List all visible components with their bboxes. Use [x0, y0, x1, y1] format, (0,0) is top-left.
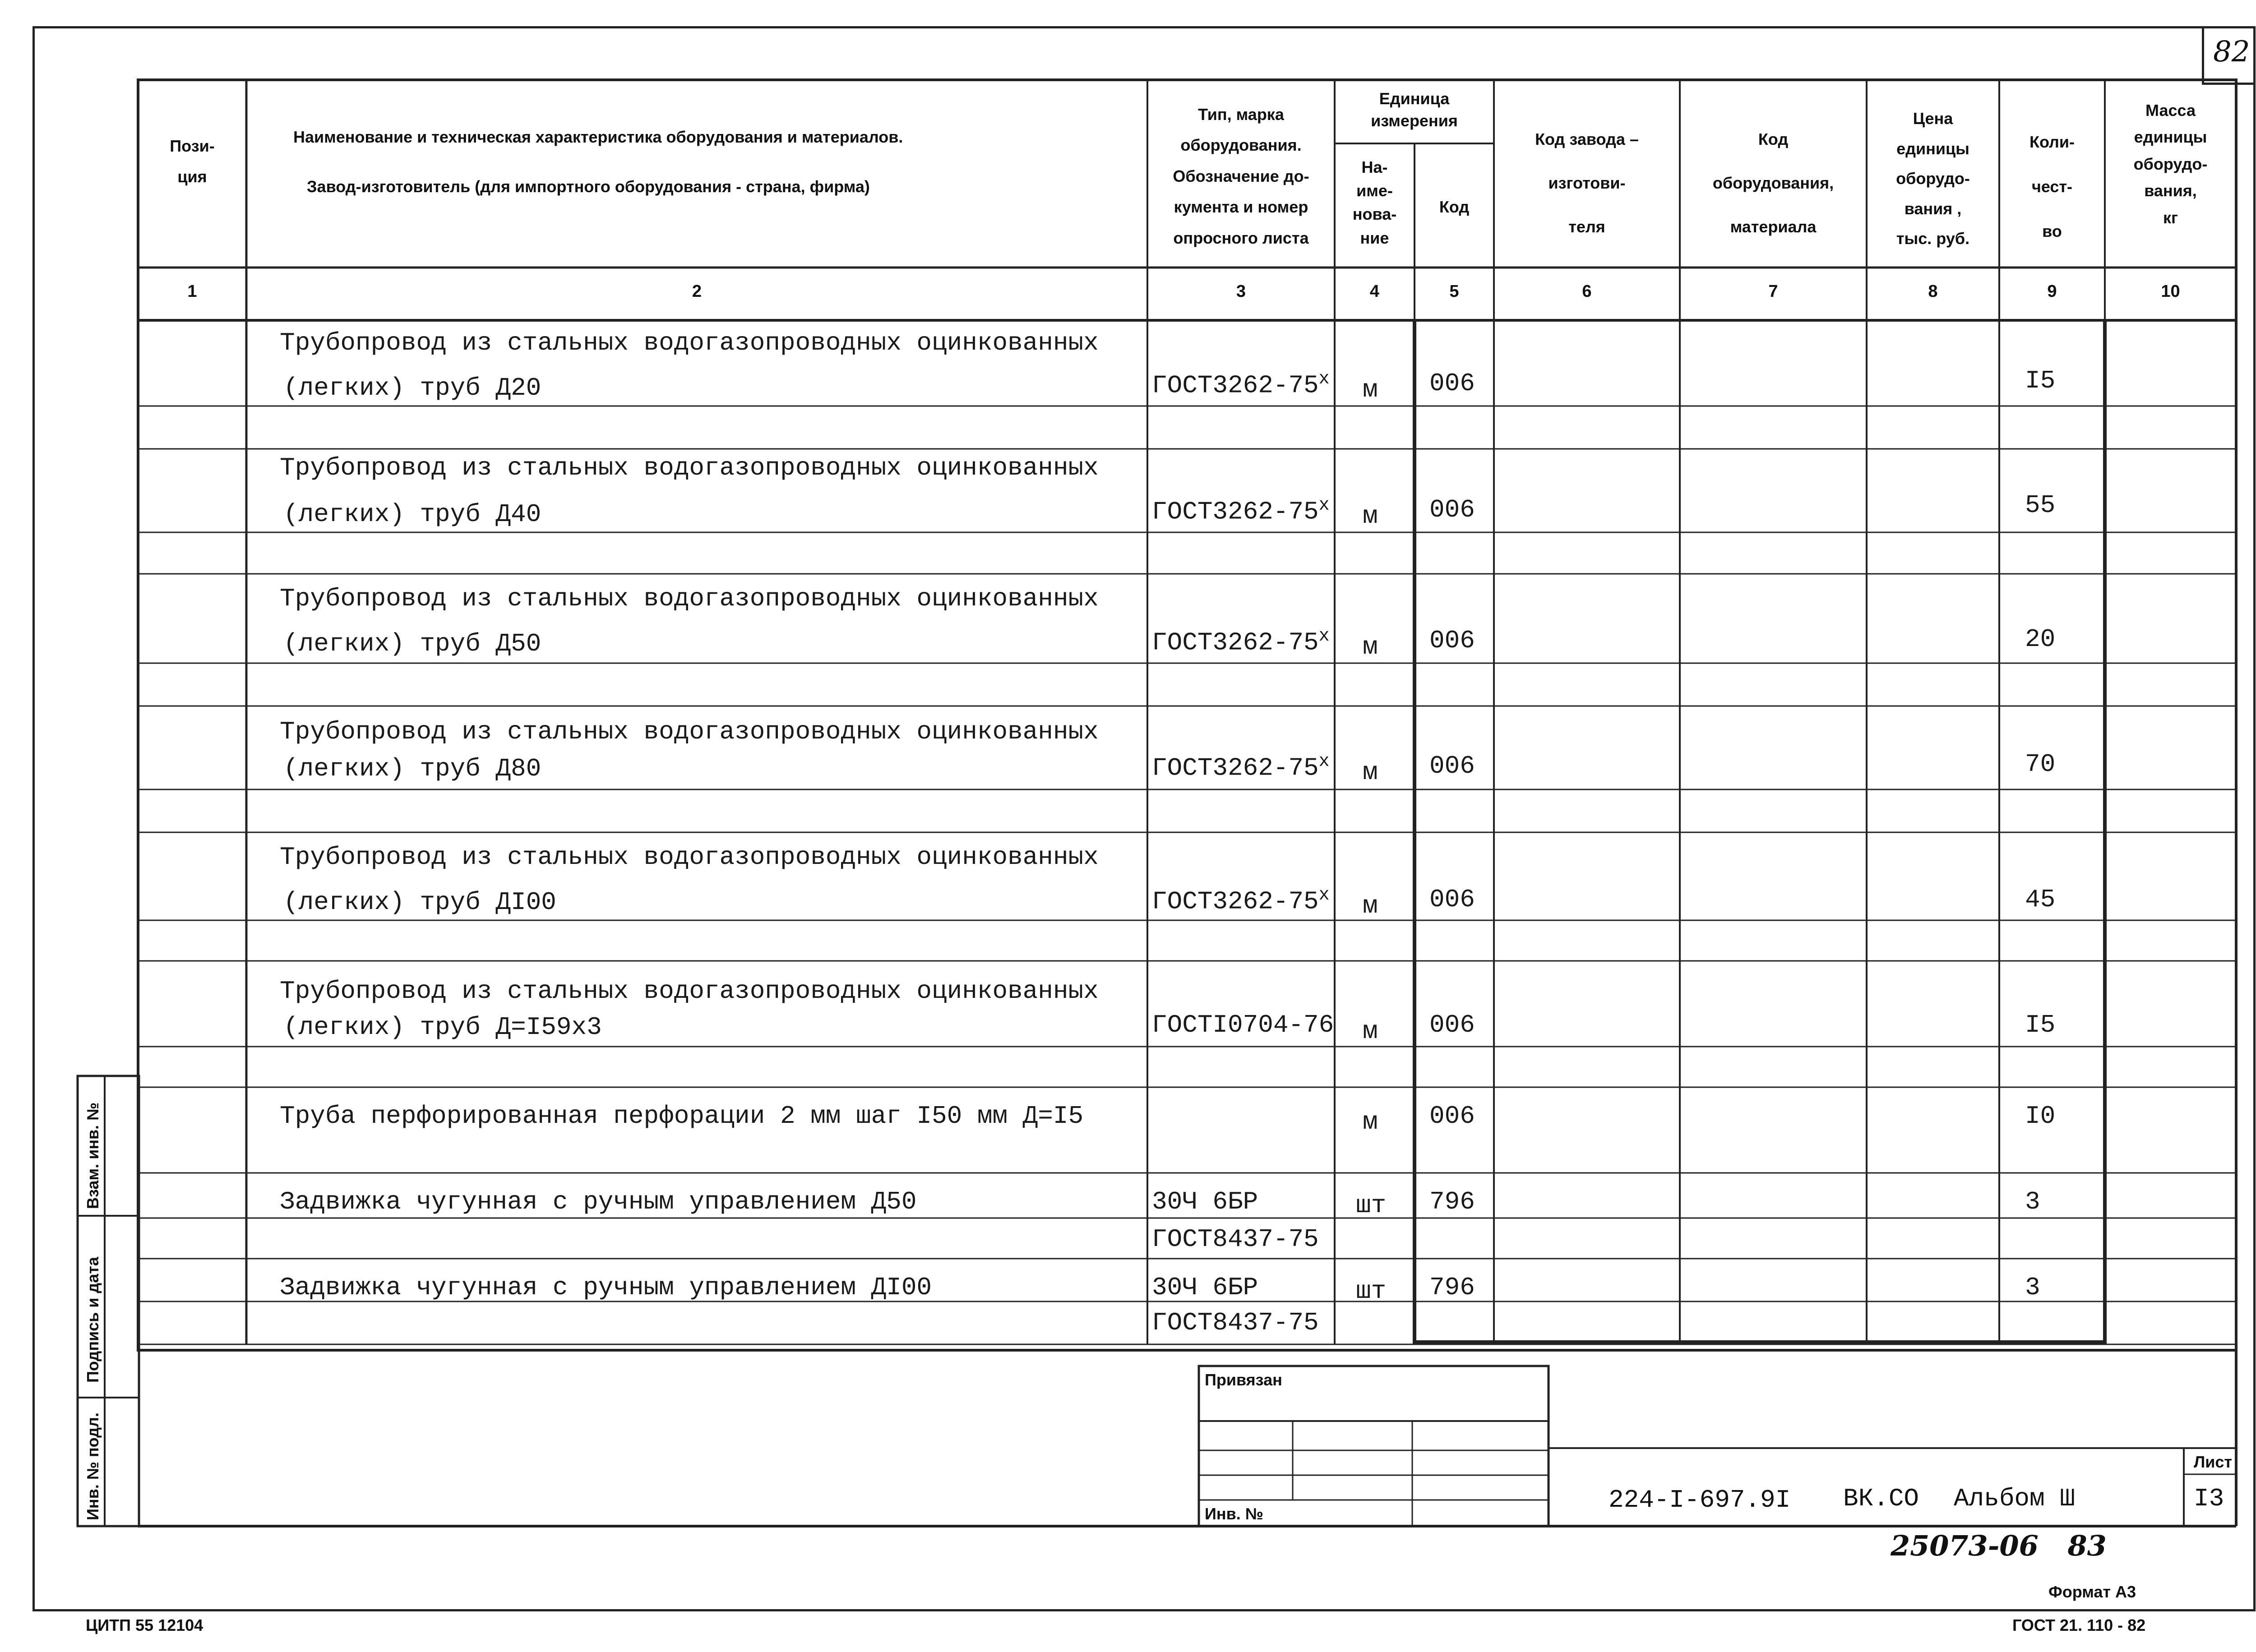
handwritten-archive-number: 25073-06 83 [1891, 1529, 2107, 1562]
colno-2: 2 [692, 282, 702, 301]
row2-name-line2: (легких) труб Д40 [283, 500, 541, 529]
colno-6: 6 [1582, 282, 1592, 301]
row1-code: 006 [1429, 369, 1475, 398]
tb-list-label: Лист [2194, 1453, 2233, 1471]
row8-qty: 3 [2025, 1187, 2040, 1216]
row6-name-line1: Трубопровод из стальных водогазопроводных оцинкованных [280, 977, 1099, 1006]
format-label: Формат А3 [2048, 1583, 2136, 1601]
header-mass: Масса единицы оборудо- вания, кг [2133, 101, 2208, 227]
row6-name-line2: (легких) труб Д=I59х3 [283, 1013, 602, 1042]
header-unit-name: На- име- нова- ние [1352, 158, 1397, 247]
footer-left: ЦИТП 55 12104 [86, 1616, 203, 1634]
header-quantity: Коли- чест- во [2029, 133, 2075, 240]
colno-9: 9 [2047, 282, 2057, 301]
side-stamp-podpis: Подпись и дата [83, 1257, 102, 1383]
side-stamp-inv: Инв. № подл. [83, 1412, 102, 1520]
row1-doc: $ГОСТ3262-75^х$ [1152, 369, 1330, 400]
row9-doc-line1: 30Ч 6БР [1152, 1273, 1258, 1302]
row9-doc-line2: ГОСТ8437-75 [1152, 1308, 1319, 1337]
row6-qty: I5 [2025, 1011, 2056, 1039]
colno-7: 7 [1768, 282, 1778, 301]
row4-name-line1: Трубопровод из стальных водогазопроводных оцинкованных [280, 717, 1099, 746]
row9-name: Задвижка чугунная с ручным управлением ДI00 [280, 1273, 932, 1302]
header-equipment-code: Код оборудования, материала [1712, 130, 1834, 236]
header-unit-group: Единица измерения [1371, 89, 1458, 130]
row4-code: 006 [1429, 752, 1475, 780]
row7-name: Труба перфорированная перфорации 2 мм шаг I50 мм Д=I5 [280, 1102, 1084, 1131]
row5-name-line1: Трубопровод из стальных водогазопроводных оцинкованных [280, 843, 1099, 872]
footer-right: ГОСТ 21. 110 - 82 [2012, 1616, 2146, 1634]
row5-name-line2: (легких) труб ДI00 [283, 888, 556, 917]
row3-unit: м [1363, 632, 1378, 661]
colno-4: 4 [1369, 282, 1380, 301]
colno-3: 3 [1236, 282, 1246, 301]
tb-album: Альбом Ш [1954, 1484, 2075, 1513]
row8-unit: шт [1356, 1191, 1387, 1220]
row3-doc: $ГОСТ3262-75^х$ [1152, 626, 1330, 657]
row7-code: 006 [1429, 1102, 1475, 1131]
page-number: 82 [2213, 35, 2250, 69]
row5-unit: м [1363, 891, 1378, 920]
row4-doc: $ГОСТ3262-75^х$ [1152, 752, 1330, 783]
row3-code: 006 [1429, 626, 1475, 655]
colno-5: 5 [1449, 282, 1459, 301]
tb-list-no: I3 [2194, 1484, 2224, 1513]
row8-code: 796 [1429, 1187, 1475, 1216]
row1-name-line2: (легких) труб Д20 [283, 374, 541, 402]
row8-doc-line2: ГОСТ8437-75 [1152, 1225, 1319, 1254]
row4-name-line2: (легких) труб Д80 [283, 754, 541, 783]
row5-code: 006 [1429, 885, 1475, 914]
row6-doc: ГОСТI0704-76 [1152, 1011, 1334, 1039]
tb-doc-code: 224-I-697.9I [1609, 1486, 1791, 1514]
row9-unit: шт [1356, 1277, 1387, 1306]
row8-name: Задвижка чугунная с ручным управлением Д50 [280, 1187, 917, 1216]
side-stamp-vzam: Взам. инв. № [83, 1102, 102, 1209]
row2-qty: 55 [2025, 491, 2056, 520]
row2-name-line1: Трубопровод из стальных водогазопроводных оцинкованных [280, 453, 1099, 482]
row7-qty: I0 [2025, 1102, 2056, 1131]
row9-code: 796 [1429, 1273, 1475, 1302]
header-type: Тип, марка оборудования. Обозначение до- кумента и номер опросного листа [1173, 105, 1309, 247]
tb-privyazan: Привязан [1205, 1371, 1282, 1389]
row2-unit: м [1363, 502, 1378, 531]
row1-unit: м [1363, 375, 1378, 404]
row2-code: 006 [1429, 495, 1475, 524]
row5-doc: $ГОСТ3262-75^х$ [1152, 885, 1330, 916]
colno-8: 8 [1928, 282, 1938, 301]
row4-qty: 70 [2025, 750, 2056, 779]
row9-qty: 3 [2025, 1273, 2040, 1302]
row2-doc: $ГОСТ3262-75^х$ [1152, 495, 1330, 526]
header-price: Цена единицы оборудо- вания , тыс. руб. [1896, 109, 1970, 248]
row5-qty: 45 [2025, 885, 2056, 914]
row8-doc-line1: 30Ч 6БР [1152, 1187, 1258, 1216]
row1-qty: I5 [2025, 366, 2056, 395]
row6-unit: м [1363, 1017, 1378, 1046]
row3-name-line2: (легких) труб Д50 [283, 629, 541, 658]
header-factory-code: Код завода – изготови- теля [1535, 130, 1639, 236]
row3-name-line1: Трубопровод из стальных водогазопроводных оцинкованных [280, 584, 1099, 613]
header-name-line2: Завод-изготовитель (для импортного оборудования - страна, фирма) [307, 177, 870, 196]
tb-mark: ВК.СО [1843, 1484, 1919, 1513]
tb-inv-no: Инв. № [1205, 1504, 1263, 1523]
row7-unit: м [1363, 1107, 1378, 1136]
row3-qty: 20 [2025, 625, 2056, 654]
colno-10: 10 [2161, 282, 2180, 301]
row6-code: 006 [1429, 1011, 1475, 1039]
row1-name-line1: Трубопровод из стальных водогазопроводных оцинкованных [280, 328, 1099, 357]
header-name-line1: Наименование и техническая характеристика оборудования и материалов. [293, 128, 903, 146]
header-position: Пози- ция [170, 137, 215, 186]
colno-1: 1 [187, 282, 197, 301]
header-unit-code: Код [1439, 198, 1470, 216]
row4-unit: м [1363, 758, 1378, 787]
